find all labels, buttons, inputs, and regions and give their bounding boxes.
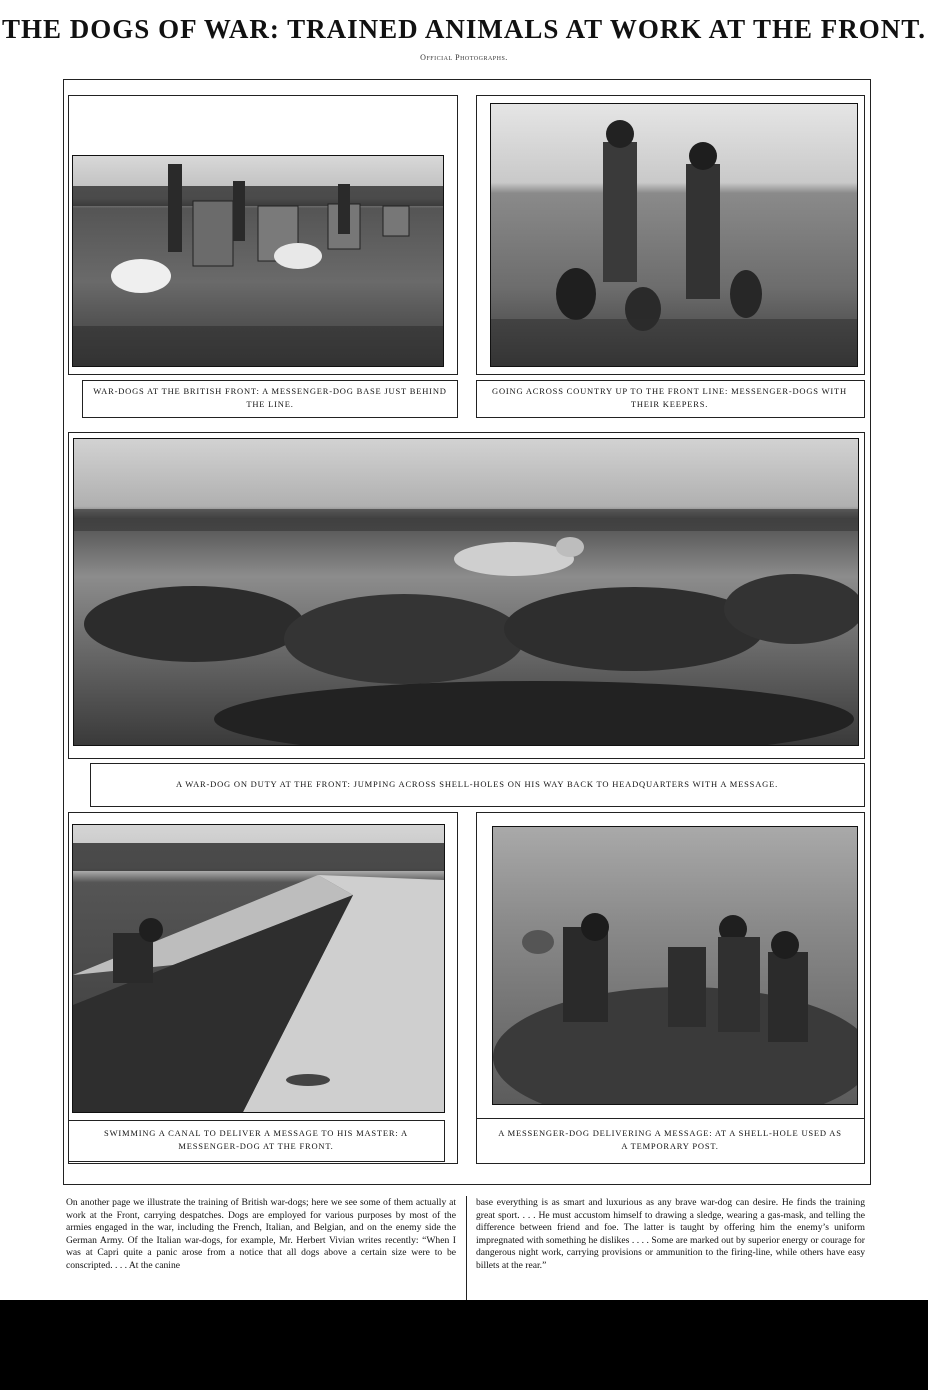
- article-column-1: On another page we illustrate the training of British war-dogs; here we see some of them actually at work at the Front, carrying despatches. Dogs are employed for various purposes by most of the armies engaged in the war, including the French, Italian, and Belgian, and on the enemy side the German Army. Of the Italian war-dogs, for example, Mr. Herbert Vivian writes recently: “When I was at Capri quite a panic arose from a notice that all dogs above a certain size were to be conscripted. . . . At the canine: [66, 1197, 456, 1271]
- caption-jumping: A WAR-DOG ON DUTY AT THE FRONT: JUMPING ACROSS SHELL-HOLES ON HIS WAY BACK TO HEADQUARTERS WITH A MESSAGE.: [175, 778, 779, 789]
- photo-country: [490, 103, 858, 367]
- photo-shellhole: [492, 826, 858, 1105]
- caption-shellhole: A MESSENGER-DOG DELIVERING A MESSAGE: AT A SHELL-HOLE USED AS A TEMPORARY POST.: [498, 1128, 842, 1151]
- column-rule: [466, 1196, 467, 1300]
- page-title: THE DOGS OF WAR: TRAINED ANIMALS AT WORK AT THE FRONT.: [2, 14, 926, 44]
- page-subtitle: Official Photographs.: [420, 53, 508, 62]
- caption-base: WAR-DOGS AT THE BRITISH FRONT: A MESSENGER-DOG BASE JUST BEHIND THE LINE.: [93, 386, 447, 409]
- caption-country: GOING ACROSS COUNTRY UP TO THE FRONT LINE: MESSENGER-DOGS WITH THEIR KEEPERS.: [492, 386, 847, 409]
- photo-jumping: [73, 438, 859, 746]
- photo-canal: [72, 824, 445, 1113]
- caption-canal: SWIMMING A CANAL TO DELIVER A MESSAGE TO HIS MASTER: A MESSENGER-DOG AT THE FRONT.: [104, 1128, 408, 1151]
- bottom-bar: [0, 1300, 928, 1390]
- article-column-2: base everything is as smart and luxurious as any brave war-dog can desire. He finds the training great sport. . . . He must accustom himself to drawing a sledge, wearing a gas-mask, and telling the difference between friend and foe. The latter is taught by offering him the enemy’s uniform impregnated with something he dislikes . . . . Some are marked out by superior energy or courage for dangerous night work, carrying provisions or ammunition to the firing-line, while others have easy billets at the rear.”: [476, 1197, 865, 1271]
- photo-base: [72, 155, 444, 367]
